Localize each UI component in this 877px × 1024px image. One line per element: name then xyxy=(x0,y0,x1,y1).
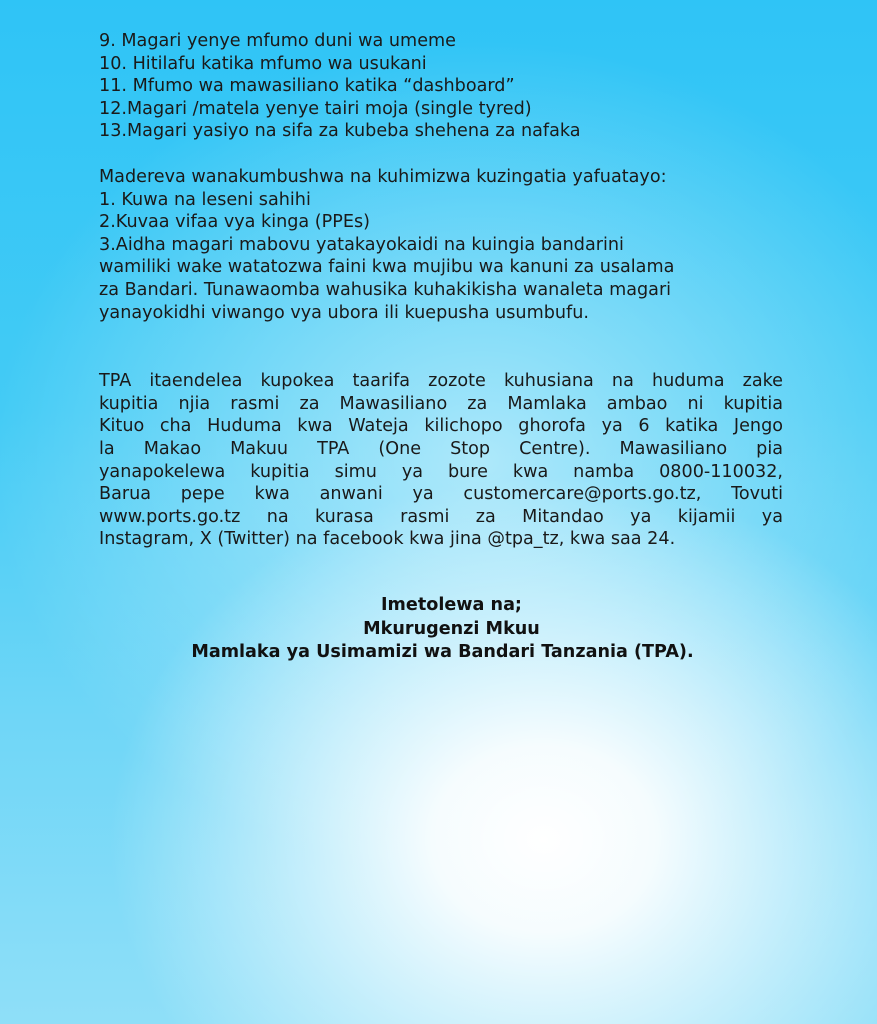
paragraph-line: Kituo cha Huduma kwa Wateja kilichopo ghorofa ya 6 katika Jengo xyxy=(99,416,783,437)
reminder-intro: Madereva wanakumbushwa na kuhimizwa kuzingatia yafuatayo: xyxy=(99,166,667,187)
paragraph-line: TPA itaendelea kupokea taarifa zozote kuhusiana na huduma zake xyxy=(99,371,783,392)
list-item: 11. Mfumo wa mawasiliano katika “dashboard” xyxy=(99,76,515,97)
list-item: 13.Magari yasiyo na sifa za kubeba shehena za nafaka xyxy=(99,121,581,142)
list-item: 12.Magari /matela yenye tairi moja (single tyred) xyxy=(99,98,532,119)
paragraph-line: yanapokelewa kupitia simu ya bure kwa namba 0800-110032, xyxy=(99,461,783,482)
paragraph-line: Barua pepe kwa anwani ya customercare@ports.go.tz, Tovuti xyxy=(99,484,783,505)
signature-block xyxy=(0,594,877,665)
paragraph-line: za Bandari. Tunawaomba wahusika kuhakikisha wanaleta magari xyxy=(99,279,672,300)
paragraph-line: la Makao Makuu TPA (One Stop Centre). Mawasiliano pia xyxy=(99,438,783,459)
defect-list xyxy=(99,30,783,143)
list-item: 9. Magari yenye mfumo duni wa umeme xyxy=(99,31,456,51)
notice-body xyxy=(99,30,783,551)
paragraph-line: wamiliki wake watatozwa faini kwa mujibu wa kanuni za usalama xyxy=(99,257,675,278)
list-item: 3.Aidha magari mabovu yatakayokaidi na kuingia bandarini xyxy=(99,234,624,255)
paragraph-line: www.ports.go.tz na kurasa rasmi za Mitandao ya kijamii ya xyxy=(99,506,783,527)
paragraph-line: Instagram, X (Twitter) na facebook kwa jina @tpa_tz, kwa saa 24. xyxy=(99,529,676,550)
driver-reminder xyxy=(99,166,783,324)
paragraph-line: kupitia njia rasmi za Mawasiliano za Mamlaka ambao ni kupitia xyxy=(99,393,783,414)
list-item: 1. Kuwa na leseni sahihi xyxy=(99,189,311,210)
list-item: 10. Hitilafu katika mfumo wa usukani xyxy=(99,53,427,74)
organization-name: Mamlaka ya Usimamizi wa Bandari Tanzania (TPA). xyxy=(191,642,694,663)
paragraph-line: yanayokidhi viwango vya ubora ili kuepusha usumbufu. xyxy=(99,302,589,323)
issued-by: Imetolewa na; xyxy=(381,595,522,615)
contact-paragraph xyxy=(99,370,783,551)
list-item: 2.Kuvaa vifaa vya kinga (PPEs) xyxy=(99,212,371,233)
signatory-title: Mkurugenzi Mkuu xyxy=(363,618,540,639)
